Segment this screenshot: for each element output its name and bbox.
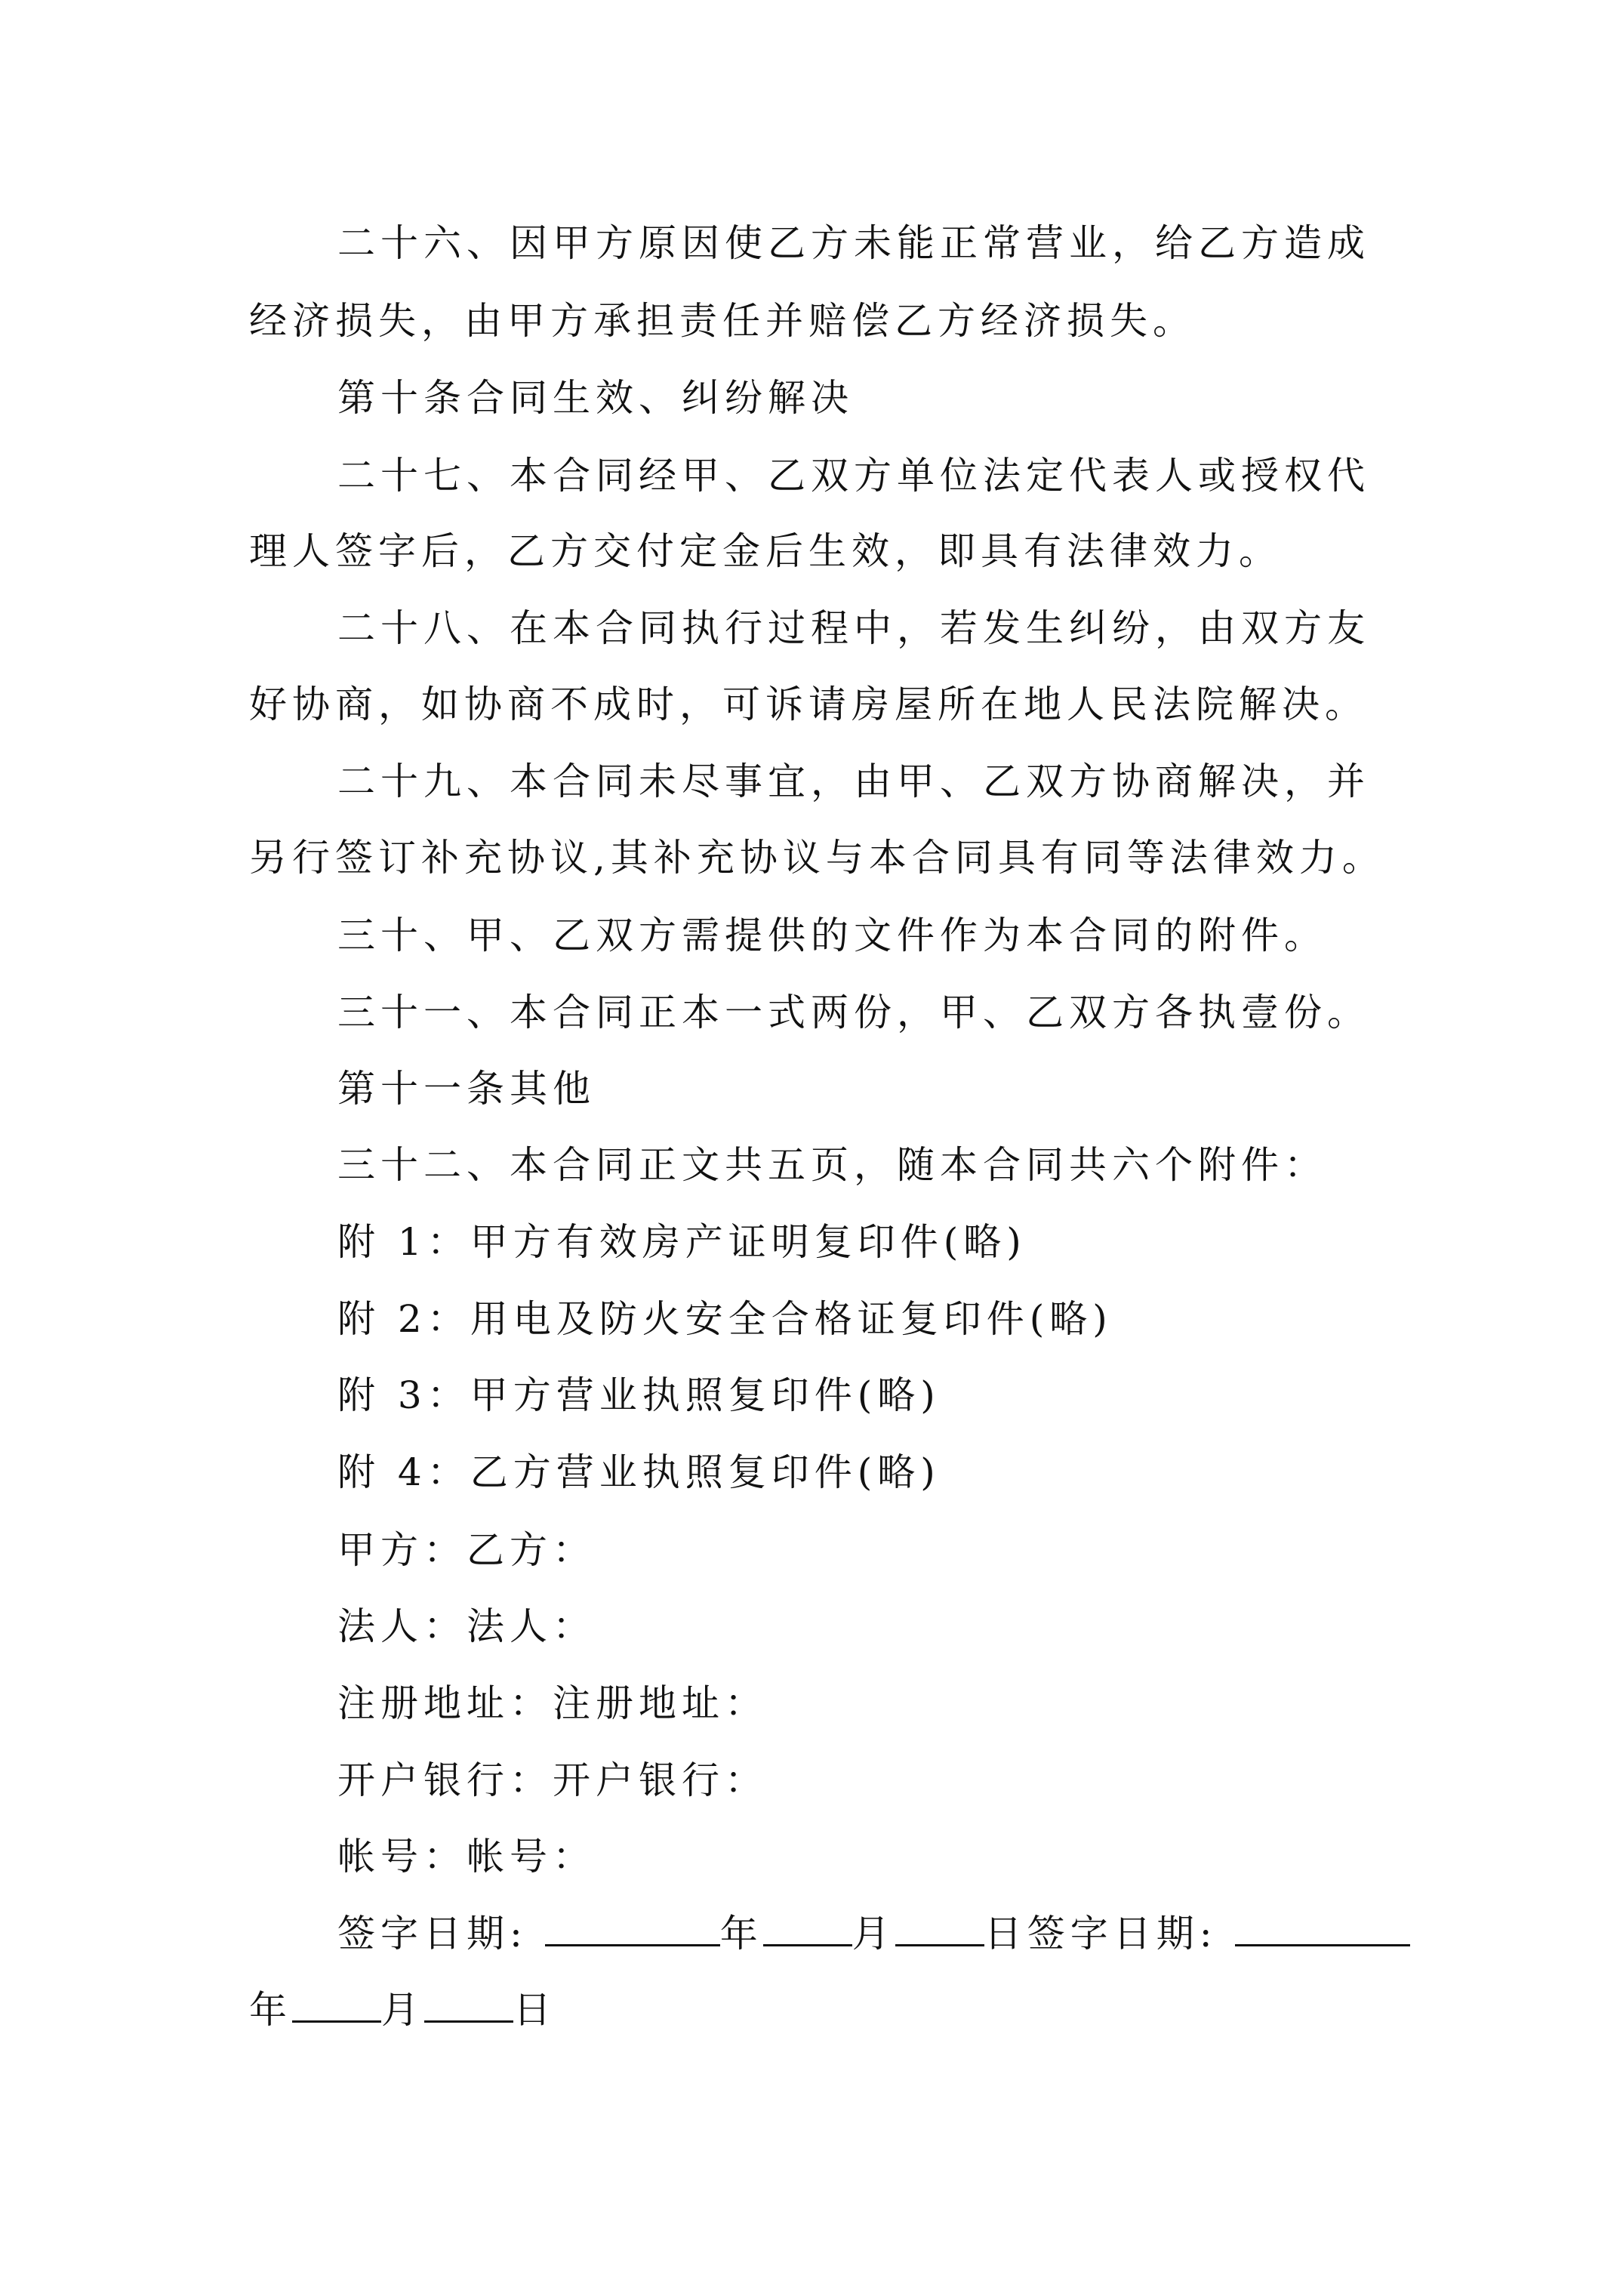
- signature-parties: 甲方：乙方：: [337, 1528, 596, 1572]
- month-blank[interactable]: [763, 1911, 852, 1946]
- second-year-label: 年: [249, 1988, 292, 2032]
- clause-27-line-2: 理人签字后，乙方交付定金后生效，即具有法律效力。: [249, 529, 1282, 573]
- year-blank[interactable]: [545, 1911, 720, 1946]
- second-day-label: 日: [513, 1988, 556, 2032]
- signature-date-line-2: [249, 1987, 556, 2032]
- article-10-heading: 第十条合同生效、纠纷解决: [337, 376, 854, 420]
- attachment-3: 附 3：甲方营业执照复印件(略): [337, 1373, 941, 1417]
- article-11-heading: 第十一条其他: [337, 1067, 596, 1111]
- signature-date-line-1: [337, 1911, 1410, 1956]
- attachment-1: 附 1：甲方有效房产证明复印件(略): [337, 1220, 1027, 1264]
- attachment-4: 附 4：乙方营业执照复印件(略): [337, 1450, 941, 1494]
- second-month-blank[interactable]: [292, 1987, 381, 2023]
- day-sign-date-label: 日签字日期:: [984, 1912, 1218, 1955]
- clause-30: 三十、甲、乙双方需提供的文件作为本合同的附件。: [337, 914, 1327, 957]
- clause-32: 三十二、本合同正文共五页，随本合同共六个附件：: [337, 1143, 1327, 1187]
- clause-26-line-1: 二十六、因甲方原因使乙方未能正常营业，给乙方造成: [337, 221, 1370, 265]
- second-month-label: 月: [381, 1988, 424, 2032]
- second-day-blank[interactable]: [424, 1987, 513, 2023]
- sign-date-label: 签字日期:: [337, 1912, 528, 1955]
- month-label: 月: [852, 1912, 895, 1955]
- clause-27-line-1: 二十七、本合同经甲、乙双方单位法定代表人或授权代: [337, 454, 1370, 498]
- signature-bank: 开户银行：开户银行：: [337, 1758, 768, 1802]
- clause-28-line-1: 二十八、在本合同执行过程中，若发生纠纷，由双方友: [337, 606, 1370, 650]
- day-blank[interactable]: [895, 1911, 984, 1946]
- second-year-blank[interactable]: [1235, 1911, 1410, 1946]
- year-label: 年: [719, 1912, 763, 1955]
- clause-29-line-1: 二十九、本合同未尽事宜，由甲、乙双方协商解决，并: [337, 760, 1370, 803]
- clause-29-line-2: 另行签订补充协议,其补充协议与本合同具有同等法律效力。: [249, 836, 1385, 880]
- attachment-2: 附 2：用电及防火安全合格证复印件(略): [337, 1297, 1113, 1341]
- clause-26-line-2: 经济损失，由甲方承担责任并赔偿乙方经济损失。: [249, 299, 1196, 343]
- signature-legal-person: 法人：法人：: [337, 1604, 596, 1648]
- clause-28-line-2: 好协商，如协商不成时，可诉请房屋所在地人民法院解决。: [249, 683, 1368, 726]
- signature-address: 注册地址：注册地址：: [337, 1681, 768, 1725]
- clause-31: 三十一、本合同正本一式两份，甲、乙双方各执壹份。: [337, 991, 1370, 1034]
- signature-account: 帐号：帐号：: [337, 1835, 596, 1878]
